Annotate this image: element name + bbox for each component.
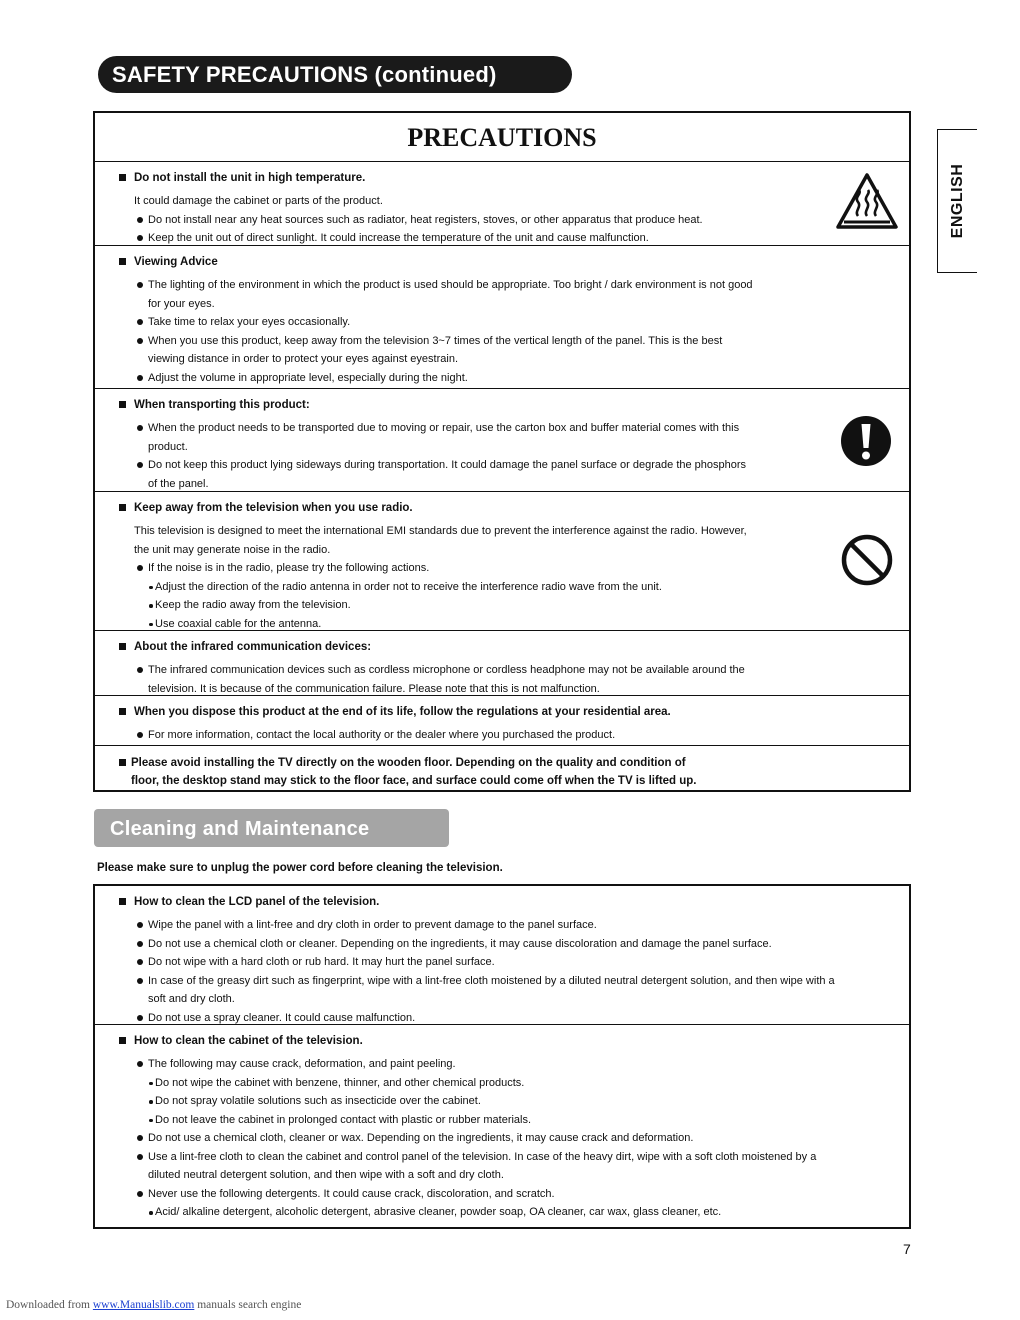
section-intro: the unit may generate noise in the radio. xyxy=(134,543,331,556)
list-item: Do not use a chemical cloth, cleaner or wax. Depending on the ingredients, it may cause crack and deformation. xyxy=(95,1129,909,1148)
sub-list-item: Acid/ alkaline detergent, alcoholic detergent, abrasive cleaner, powder soap, OA cleaner, car wax, glass cleaner, etc. xyxy=(95,1203,909,1222)
list-item-continued: product. xyxy=(148,440,188,453)
list-item: The following may cause crack, deformation, and paint peeling. xyxy=(95,1055,909,1074)
section-heading: How to clean the LCD panel of the television. xyxy=(95,893,909,911)
footer-suffix: manuals search engine xyxy=(194,1299,302,1311)
list-item: In case of the greasy dirt such as fingerprint, wipe with a lint-free cloth moistened by a diluted neutral detergent solution, and then wipe with a xyxy=(95,972,909,991)
sub-list-item: Do not wipe the cabinet with benzene, thinner, and other chemical products. xyxy=(95,1074,909,1093)
unplug-note: Please make sure to unplug the power cord before cleaning the television. xyxy=(97,862,503,874)
section-heading: When transporting this product: xyxy=(95,396,909,414)
list-item: Use a lint-free cloth to clean the cabinet and control panel of the television. In case of the heavy dirt, wipe with a soft cloth moistened by a xyxy=(95,1148,909,1167)
download-footer xyxy=(6,1299,301,1311)
hot-surface-warning-icon xyxy=(835,172,899,230)
section-wooden-floor xyxy=(95,746,909,793)
page-number: 7 xyxy=(903,1241,911,1257)
section-intro: It could damage the cabinet or parts of the product. xyxy=(134,195,383,207)
list-item: The lighting of the environment in which the product is used should be appropriate. Too bright / dark environment is not good xyxy=(95,276,909,295)
section-radio xyxy=(95,492,909,631)
prohibition-icon xyxy=(841,534,893,586)
section-heading: Viewing Advice xyxy=(95,253,909,271)
section-cabinet xyxy=(95,1025,909,1227)
list-item: Do not use a spray cleaner. It could cause malfunction. xyxy=(95,1009,909,1028)
cleaning-header: Cleaning and Maintenance xyxy=(94,809,449,847)
list-item: The infrared communication devices such as cordless microphone or cordless headphone may not be available around the xyxy=(95,661,909,680)
section-lcd-panel xyxy=(95,886,909,1025)
section-heading: When you dispose this product at the end of its life, follow the regulations at your residential area. xyxy=(95,703,909,721)
section-heading: Do not install the unit in high temperature. xyxy=(95,169,909,187)
list-item: Do not install near any heat sources such as radiator, heat registers, stoves, or other apparatus that produce heat. xyxy=(95,211,909,230)
section-heading: Please avoid installing the TV directly on the wooden floor. Depending on the quality and condition of floor, the desktop stand may stick to the floor face, and surface could come off when the TV is lifted up. xyxy=(95,754,909,790)
section-heading: About the infrared communication devices: xyxy=(95,638,909,656)
list-item: Do not keep this product lying sideways during transportation. It could damage the panel surface or degrade the phosphors xyxy=(95,456,909,475)
cleaning-box xyxy=(93,884,911,1229)
section-transporting xyxy=(95,389,909,492)
footer-prefix: Downloaded from xyxy=(6,1299,93,1311)
section-heading: Keep away from the television when you use radio. xyxy=(95,499,909,517)
section-infrared xyxy=(95,631,909,696)
language-label: ENGLISH xyxy=(948,163,966,239)
sub-list-item: Keep the radio away from the television. xyxy=(95,596,909,615)
section-disposal xyxy=(95,696,909,746)
sub-list-item: Use coaxial cable for the antenna. xyxy=(95,615,909,634)
list-item: Do not use a chemical cloth or cleaner. Depending on the ingredients, it may cause discoloration and damage the panel surface. xyxy=(95,935,909,954)
sub-list-item: Adjust the direction of the radio antenna in order not to receive the interference radio wave from the unit. xyxy=(95,578,909,597)
list-item-continued: viewing distance in order to protect your eyes against eyestrain. xyxy=(148,353,458,365)
section-header: SAFETY PRECAUTIONS (continued) xyxy=(98,56,572,93)
list-item: When the product needs to be transported due to moving or repair, use the carton box and buffer material comes with this xyxy=(95,419,909,438)
section-viewing-advice xyxy=(95,246,909,389)
section-heading: How to clean the cabinet of the television. xyxy=(95,1032,909,1050)
exclamation-mandatory-icon xyxy=(840,415,892,467)
list-item-continued: television. It is because of the communication failure. Please note that this is not malfunction. xyxy=(148,682,600,695)
list-item: Take time to relax your eyes occasionally. xyxy=(95,313,909,332)
section-intro: This television is designed to meet the international EMI standards due to prevent the interference against the radio. However, xyxy=(134,525,747,537)
list-item: Wipe the panel with a lint-free and dry cloth in order to prevent damage to the panel surface. xyxy=(95,916,909,935)
precautions-box xyxy=(93,111,911,792)
list-item: For more information, contact the local authority or the dealer where you purchased the product. xyxy=(95,726,909,745)
list-item: If the noise is in the radio, please try the following actions. xyxy=(95,559,909,578)
list-item: When you use this product, keep away from the television 3~7 times of the vertical length of the panel. This is the best xyxy=(95,332,909,351)
list-item: Keep the unit out of direct sunlight. It could increase the temperature of the unit and cause malfunction. xyxy=(95,229,909,248)
sub-list-item: Do not spray volatile solutions such as insecticide over the cabinet. xyxy=(95,1092,909,1111)
list-item-continued: of the panel. xyxy=(148,477,209,490)
language-tab xyxy=(937,129,977,273)
list-item-continued: soft and dry cloth. xyxy=(148,993,235,1005)
manualslib-link[interactable]: www.Manualslib.com xyxy=(92,1299,195,1311)
list-item-continued: for your eyes. xyxy=(148,297,215,310)
section-high-temperature xyxy=(95,162,909,246)
list-item: Adjust the volume in appropriate level, especially during the night. xyxy=(95,369,909,388)
precautions-title: PRECAUTIONS xyxy=(95,113,909,162)
list-item: Do not wipe with a hard cloth or rub hard. It may hurt the panel surface. xyxy=(95,953,909,972)
list-item-continued: diluted neutral detergent solution, and then wipe with a soft and dry cloth. xyxy=(148,1169,504,1181)
sub-list-item: Do not leave the cabinet in prolonged contact with plastic or rubber materials. xyxy=(95,1111,909,1130)
list-item: Never use the following detergents. It could cause crack, discoloration, and scratch. xyxy=(95,1185,909,1204)
